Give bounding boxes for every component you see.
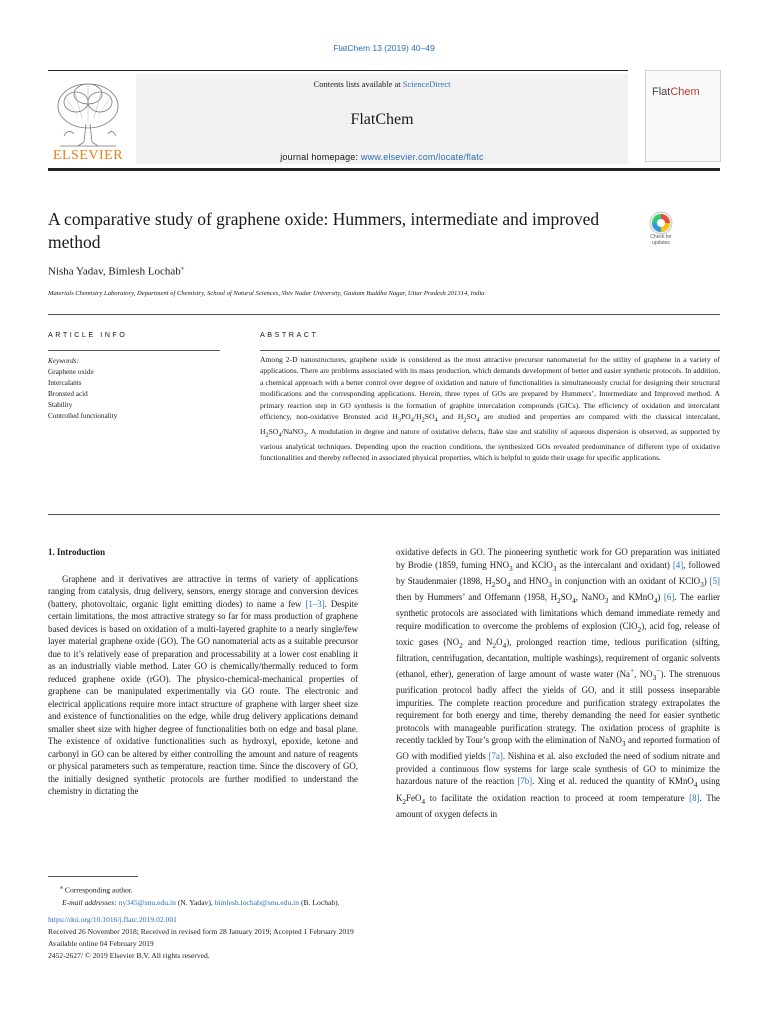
abstract-rule-secondary xyxy=(260,350,720,351)
superscript: + xyxy=(629,665,635,675)
intro-paragraph-continued xyxy=(396,546,720,821)
subscript: 3 xyxy=(397,416,402,424)
subscript: 4 xyxy=(476,416,480,424)
subscript: 3 xyxy=(604,595,609,605)
subscript: 3 xyxy=(508,563,513,573)
text-run: FeO xyxy=(406,792,422,803)
corresponding-author-note xyxy=(48,882,708,897)
elsevier-wordmark: ELSEVIER xyxy=(52,148,124,163)
abstract-part: Among 2-D nanostructures, graphene oxide is considered as the most attractive precursor nanomaterial for the utility of graphene in a variety of applications. There are problems associated with its mass production, which demands development of better and easier synthetic protocols. In addition, a chemical approach with a better control over degree of oxidation and nature of functionalities is simultaneously crucial for designing their structural modifications and the corresponding applications. Herein, three types of GOs are prepared by Hummers’, Intermediate and Improved method. A primary reaction step in GO synthesis is the formation of graphite intercalation compounds (GICs). The efficiency of oxidation and intercalant efficiency, non-oxidative Bronsted acid H xyxy=(260,355,720,422)
citation-link[interactable]: [5] xyxy=(709,575,720,586)
subscript: 4 xyxy=(434,416,438,424)
subscript: 3 xyxy=(652,672,657,682)
journal-name: FlatChem xyxy=(350,111,414,128)
subscript: 3 xyxy=(621,738,626,748)
keyword-item: Controlled functionality xyxy=(48,412,118,420)
subscript: 2 xyxy=(421,416,425,424)
text-run: . Nishina et al. also excluded the need of sodium nitrate and provided a continuous flow systems for large scale synthesis of GO to minimize the hazardous nature of the reaction xyxy=(396,751,720,787)
email-owner: (B. Lochab). xyxy=(299,897,340,907)
abstract-part: and H xyxy=(437,412,464,422)
abstract-part: /NaNO xyxy=(281,426,304,436)
citation-link[interactable]: [6] xyxy=(663,592,675,603)
corresponding-author-text: Corresponding author. xyxy=(63,885,133,895)
subscript: 3 xyxy=(303,431,307,439)
keyword-item: Bronsted acid xyxy=(48,390,88,398)
text-run: ) xyxy=(657,592,664,603)
abstract-text xyxy=(260,354,720,464)
email-link-yadav[interactable]: ny345@snu.edu.in xyxy=(118,897,176,907)
keywords-block xyxy=(48,356,220,422)
subscript: 2 xyxy=(557,595,561,605)
text-run: , NaNO xyxy=(575,592,605,603)
journal-homepage xyxy=(136,152,628,162)
citation-link[interactable]: [7b] xyxy=(517,776,533,787)
info-rule xyxy=(48,314,720,315)
subscript: 2 xyxy=(402,796,407,806)
subscript: 2 xyxy=(459,640,463,650)
sciencedirect-link[interactable]: ScienceDirect xyxy=(402,79,451,89)
cover-title xyxy=(652,86,700,98)
text-run: O xyxy=(496,637,503,648)
abstract-part: SO xyxy=(466,412,477,422)
publication-info xyxy=(48,914,708,962)
subscript: 3 xyxy=(548,579,552,589)
journal-reference-link[interactable]: FlatChem 13 (2019) 40–49 xyxy=(333,43,435,53)
footnotes xyxy=(48,882,708,909)
available-online: Available online 04 February 2019 xyxy=(48,939,154,948)
abstract-heading: ABSTRACT xyxy=(260,330,319,339)
subscript: 4 xyxy=(653,595,658,605)
author-list xyxy=(48,264,184,278)
subscript: 2 xyxy=(492,640,497,650)
text-run: as the intercalant and oxidant) xyxy=(556,559,673,570)
text-run: ) xyxy=(703,575,710,586)
cover-title-flat: Flat xyxy=(652,86,671,98)
text-run: , followed by Staudenmaier (1898, H xyxy=(396,559,720,586)
text-run: and N xyxy=(462,637,493,648)
abstract-bottom-rule xyxy=(48,514,720,515)
section-heading-introduction: 1. Introduction xyxy=(48,547,106,557)
subscript: 2 xyxy=(491,579,496,589)
text-run: oxidative defects in GO. The pioneering synthetic work for GO preparation was initiated by Brodie (1859, fuming HNO xyxy=(396,547,720,570)
text-run: . The earlier synthetic protocols are associated with limitations which demand immediate remedy and require modification to overcome the problems of explosion (ClO xyxy=(396,592,720,631)
subscript: 4 xyxy=(506,579,511,589)
abstract-part: /H xyxy=(413,412,422,422)
email-owner: (N. Yadav), xyxy=(175,897,215,907)
cover-title-chem: Chem xyxy=(670,86,700,98)
citation-link[interactable]: [4] xyxy=(672,559,684,570)
body-column-right xyxy=(396,546,720,821)
subscript: 4 xyxy=(421,796,426,806)
text-run: in conjunction with an oxidant of KClO xyxy=(551,575,701,586)
homepage-link[interactable]: www.elsevier.com/locate/flatc xyxy=(360,152,484,162)
text-run: , NO xyxy=(634,668,653,679)
keywords-label: Keywords: xyxy=(48,357,79,365)
corresponding-author-mark[interactable]: ⁎ xyxy=(180,264,185,272)
subscript: 4 xyxy=(572,595,576,605)
text-run: then by Hummers’ and Offemann (1958, H xyxy=(396,592,558,603)
contents-line xyxy=(136,79,628,89)
subscript: 4 xyxy=(410,416,414,424)
abstract-part: . A modulation in degree and nature of oxidative defects, flake size and stability of aqueous dispersion is observed, as supported by various analytical techniques. Depending upon the reaction conditions, the synthesized GOs revealed predominance of different type of oxidative functionalities and thereby reflected in associated physical properties, which is helpful to guide their usage for specific applications. xyxy=(260,426,720,463)
received-dates: Received 26 November 2018; Received in revised form 28 January 2019; Accepted 1 February 2019 xyxy=(48,927,354,936)
text-run: Graphene and it derivatives are attractive in terms of variety of applications ranging from catalysis, drug delivery, sensors, energy storage and conversion devices (battery, photovoltaic, organic light emitting diodes) to name a few xyxy=(48,573,358,609)
citation-link[interactable]: [8] xyxy=(689,792,700,803)
subscript: 2 xyxy=(463,416,467,424)
subscript: 2 xyxy=(265,431,269,439)
abstract-part: SO xyxy=(268,426,279,436)
author-names: Nisha Yadav, Bimlesh Lochab xyxy=(48,265,181,278)
text-run: and KClO xyxy=(512,559,553,570)
text-run: . The amount of oxygen defects in xyxy=(396,792,720,819)
info-rule-secondary xyxy=(48,350,220,351)
superscript: − xyxy=(656,665,661,675)
text-run: . Despite certain limitations, the most attractive strategy so far for mass production of graphene based devices is based on oxidation of a multi-layered graphite to a nearly single/few layer material graphene oxide (GO). The GO nanomaterial acts as a suitable precursor due to it’s relatively ease of preparation and processability at a lower cost enabling it as an industrially viable method. Later GO is chemically/thermally reduced to form reduced graphene oxide (rGO). The physico-chemical-mechanical properties of graphene can be manipulated experimentally via GO route. The electronic and electrical applications require more intact structure of graphene with larger sheet size and existence of functionalities on the edge, while drug delivery applications demand smaller sheet size with higher degree of functionalities both on edge and basal plane. The existence of oxidative functionalities such as hydroxyl, epoxide, ketone and carbonyl in GO can be altered by either controlling the amount and nature of reagents or physical parameters such as temperature, reaction time. Since the discovery of GO, the initially designed synthetic protocols are further modified to understand the chemistry in dictating the xyxy=(48,598,358,796)
email-label: E-mail addresses: xyxy=(62,897,117,907)
subscript: 3 xyxy=(552,563,557,573)
keyword-item: Graphene oxide xyxy=(48,368,94,376)
text-run: using K xyxy=(396,776,720,803)
subscript: 4 xyxy=(693,780,698,790)
intro-paragraph xyxy=(48,573,358,798)
citation-link[interactable]: [1–3] xyxy=(305,598,325,609)
footnote-rule xyxy=(48,876,138,877)
homepage-prefix: journal homepage: xyxy=(280,152,361,162)
header-rule-bottom xyxy=(48,168,720,171)
abstract-part: PO xyxy=(401,412,411,422)
subscript: 2 xyxy=(637,624,642,634)
subscript: 4 xyxy=(502,640,507,650)
text-run: SO xyxy=(560,592,573,603)
footnote-mark: ⁎ xyxy=(60,885,63,891)
text-run: to facilitate the oxidation reaction to proceed at room temperature xyxy=(425,792,690,803)
keyword-item: Stability xyxy=(48,401,73,409)
body-column-left xyxy=(48,546,358,798)
keyword-item: Intercalants xyxy=(48,379,82,387)
text-run: and HNO xyxy=(510,575,549,586)
email-link-lochab[interactable]: bimlesh.lochab@snu.edu.in xyxy=(214,897,300,907)
doi-link[interactable]: https://doi.org/10.1016/j.flatc.2019.02.001 xyxy=(48,915,177,924)
text-run: SO xyxy=(495,575,507,586)
abstract-part: SO xyxy=(424,412,435,422)
abstract-part: are studied and properties are compared with the classical intercalant, H xyxy=(260,412,720,436)
text-run: ), prolonged reaction time, tedious purification (sifting, filtration, centrifugation, decantation, multiple washings), requirement of organic solvents (ethanol, ether), generation of large amount of waste water (Na xyxy=(396,637,720,679)
article-title: A comparative study of graphene oxide: Hummers, intermediate and improved method xyxy=(48,209,600,252)
email-line xyxy=(48,897,708,909)
header-rule-top xyxy=(48,70,628,71)
check-for-updates-label: Check for updates xyxy=(650,234,672,246)
contents-prefix: Contents lists available at xyxy=(313,79,403,89)
citation-link[interactable]: [7a] xyxy=(488,751,503,762)
subscript: 3 xyxy=(700,579,704,589)
author-affiliation: Materials Chemistry Laboratory, Department of Chemistry, School of Natural Sciences, Shiv Nadar University, Gautam Buddha Nagar, Uttar Pradesh 201314, India xyxy=(48,290,485,297)
article-info-heading: ARTICLE INFO xyxy=(48,330,128,339)
text-run: ). The strenuous purification protocol badly affect the yields of GO, and it still possess inseparable impurities. The complete reaction procedure and purification strategy extrapolates the requirement for both energy and time, thereby demanding the need for easier synthetic protocols with manageable purification strategy. The oxidation process of graphite is recently tackled by Tour’s group with the elimination of NaNO xyxy=(396,668,720,746)
text-run: ), acid fog, release of toxic gases (NO xyxy=(396,620,721,648)
subscript: 4 xyxy=(278,431,282,439)
text-run: . Xing et al. reduced the quantity of KMnO xyxy=(532,776,694,787)
copyright: 2452-2627/ © 2019 Elsevier B.V. All rights reserved. xyxy=(48,951,210,960)
text-run: and reported formation of GO with modified yields xyxy=(396,735,720,762)
text-run: and KMnO xyxy=(608,592,654,603)
journal-cover-thumbnail[interactable] xyxy=(645,70,721,162)
